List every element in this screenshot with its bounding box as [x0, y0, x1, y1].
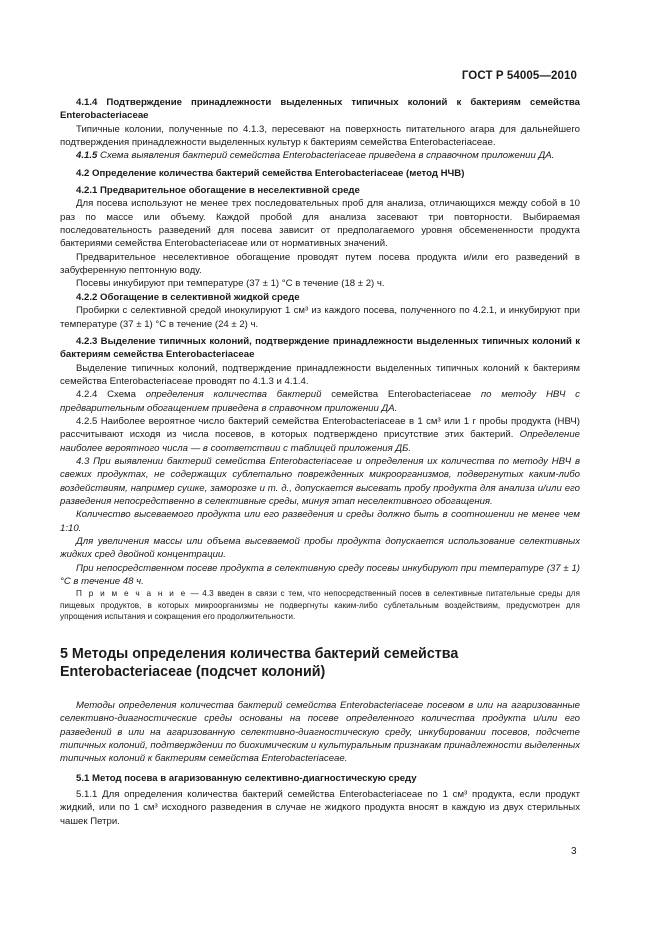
section-4-1-4-paragraph: Типичные колонии, полученные по 4.1.3, пересевают на поверхность питательного агара для дальнейшего подтверждения принадлежности выделенных культур к бактериям семейства Enterobacteriaceae. [60, 123, 580, 149]
section-4-2-4-text-5: приведена в справочном приложении ДА. [211, 402, 398, 414]
section-4-1-4-heading: 4.1.4 Подтверждение принадлежности выделенных типичных колоний к бактериям семейства Enterobacteriaceae [60, 97, 580, 122]
section-4-3-paragraph-2: Количество высеваемого продукта или его разведения и среды должно быть в соотношении не менее чем 1:10. [60, 509, 580, 534]
section-4-2-4-text-4: по методу НВЧ с предварительным обогащением [60, 389, 580, 414]
section-4-3-paragraph-4: При непосредственном посеве продукта в селективную среду посевы инкубируют при температуре (37 ± 1) °С в течение 48 ч. [60, 562, 580, 588]
document-body [60, 96, 580, 828]
section-4-2-1-paragraph-1: Для посева используют не менее трех последовательных проб для анализа, отличающихся между собой в 10 раз по массе или объему. Каждой пробой для анализа засевают три повторности. Выбираемая последовательность разведений для посева зависит от предполагаемого уровня обсемененности продукта бактериями семейства Enterobacteriaceae или от нормативных значений. [60, 198, 580, 250]
section-4-2-4-text-2: определения количества бактерий [145, 389, 322, 401]
section-4-2-5-text-2: Определение наиболее вероятного числа — в соответствии с таблицей приложения ДБ. [60, 429, 580, 454]
section-4-2-heading: 4.2 Определение количества бактерий семейства Enterobacteriaceae (метод НЧВ) [76, 167, 465, 179]
section-4-2-5-paragraph [60, 415, 580, 455]
section-4-2-5-number: 4.2.5 [76, 415, 98, 427]
section-4-2-1-heading: 4.2.1 Предварительное обогащение в неселективной среде [76, 185, 360, 197]
section-4-1-5-text: Схема выявления бактерий семейства Enterobacteriaceae приведена в справочном приложении ДА. [100, 150, 555, 162]
section-4-2-1-paragraph-3: Посевы инкубируют при температуре (37 ± 1) °С в течение (18 ± 2) ч. [76, 278, 385, 290]
section-4-2-2-paragraph: Пробирки с селективной средой инокулируют 1 см³ из каждого посева, полученного по 4.2.1, и инкубируют при температуре (37 ± 1) °С в течение (24 ± 2) ч. [60, 305, 580, 330]
section-4-1-5-number: 4.1.5 [76, 150, 98, 162]
section-4-3-paragraph-3: Для увеличения массы или объема высеваемой пробы продукта допускается использование селективных жидких сред двойной концентрации. [60, 536, 580, 561]
section-4-2-3-paragraph: Выделение типичных колоний, подтверждение принадлежности выделенных типичных колоний к бактериям семейства Enterobacteriaceae проводят по 4.1.3 и 4.1.4. [60, 362, 580, 387]
page-number: 3 [571, 846, 577, 857]
section-4-1-5-paragraph [60, 149, 580, 162]
note-label: П р и м е ч а н и е [76, 589, 187, 599]
note-paragraph [60, 588, 580, 623]
note-text: — 4.3 введен в связи с тем, что непосредственный посев в селективные питательные среды для пищевых продуктов, в которых микроорганизмы не подвергнуты каким-либо сублетальным воздействиям, предусмотрен для упрощения испытания и сокращения его продолжительности. [60, 589, 580, 622]
section-5-intro: Методы определения количества бактерий семейства Enterobacteriaceae посевом в или на агаризованные селективно-диагностические среды основаны на посеве определенного количества продукта и/или его разведений в или на агаризованную селективно-диагностическую среду, инкубировании посевов, подсчете типичных колоний, подтверждении по биохимическим и культуральным признакам принадлежности выделенных типичных колоний к бактериям семейства Enterobacteriaceae. [60, 699, 580, 765]
section-4-2-4-text-3: семейства Enterobacteriaceae [331, 389, 472, 401]
section-4-2-4-text-1: Схема [107, 389, 136, 401]
section-4-2-5-text-1: Наиболее вероятное число бактерий семейства Enterobacteriaceae в 1 см³ или 1 г пробы продукта (НВЧ) рассчитывают исходя из числа посевов, в которых подтверждено присутствие этих бактерий. [60, 415, 580, 441]
section-4-2-3-heading: 4.2.3 Выделение типичных колоний, подтверждение принадлежности выделенных типичных колоний к бактериям семейства Enterobacteriaceae [60, 335, 580, 361]
section-5-1-1-paragraph: 5.1.1 Для определения количества бактерий семейства Enterobacteriaceae по 1 см³ продукта, если продукт жидкий, или по 1 см³ исходного разведения в случае не жидкого продукта вносят в каждую из двух стерильных чашек Петри. [60, 788, 580, 827]
section-5-heading: 5 Методы определения количества бактерий семейства Enterobacteriaceae (подсчет колоний) [60, 645, 459, 680]
section-4-2-2-heading: 4.2.2 Обогащение в селективной жидкой среде [76, 291, 300, 303]
section-4-2-4-paragraph [60, 388, 580, 415]
section-5-1-heading: 5.1 Метод посева в агаризованную селективно-диагностическую среду [76, 772, 417, 784]
section-4-2-4-number: 4.2.4 [76, 389, 98, 401]
section-4-3-paragraph-1: 4.3 При выявлении бактерий семейства Enterobacteriaceae и определения их количества по методу НВЧ в свежих продуктах, не содержащих сублетально поврежденных микроорганизмов, подвергнутых каким-либо воздействиям, например сушке, заморозке и т. д., допускается высевать пробу продукта для анализа и/или его разведения непосредственно в селективные среды, минуя этап неселективного обогащения. [60, 455, 580, 507]
section-4-2-1-paragraph-2: Предварительное неселективное обогащение проводят путем посева продукта и/или его разведений в забуференную пептонную воду. [60, 251, 580, 277]
document-header: ГОСТ Р 54005—2010 [461, 70, 577, 82]
